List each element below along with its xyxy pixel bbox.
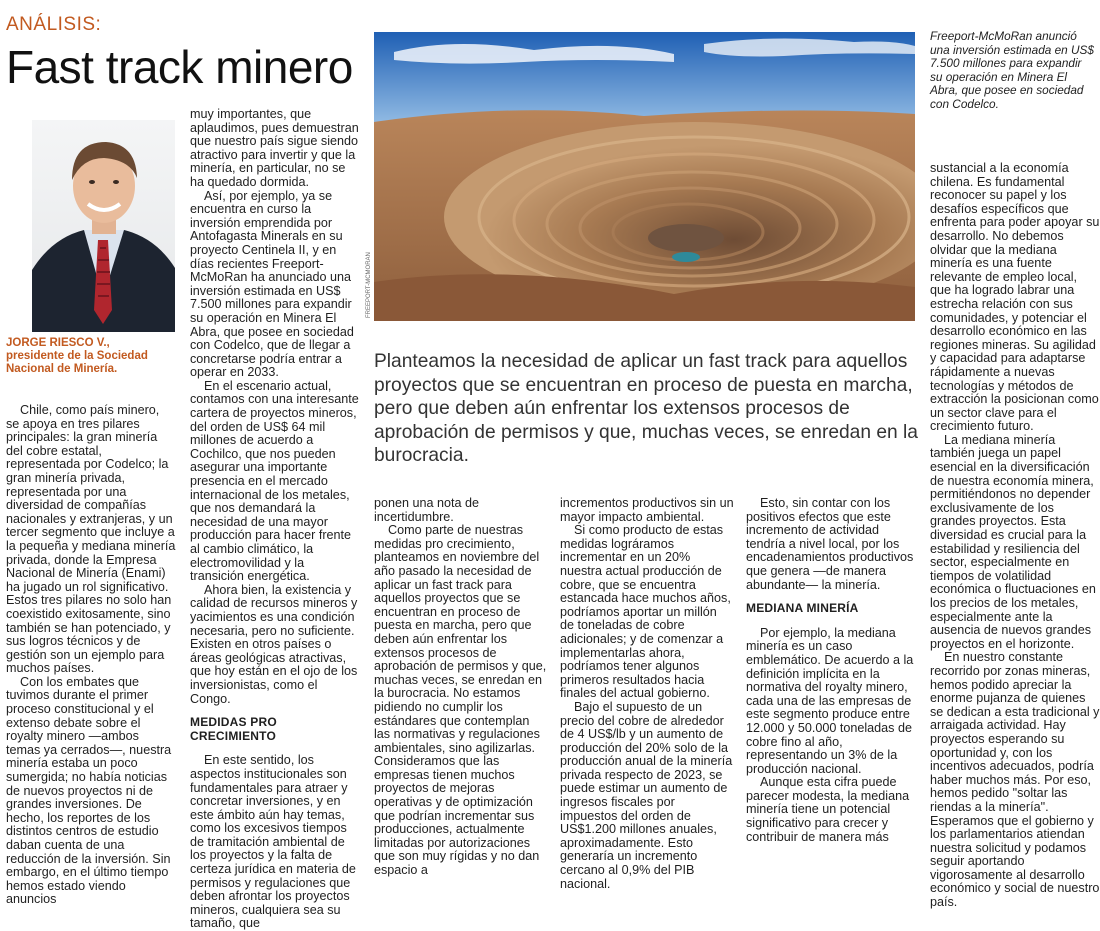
paragraph: Así, por ejemplo, ya se encuentra en curso la inversión emprendida por Antofagasta Minerals en su proyecto Centinela II, y en días recientes Freeport-McMoRan ha anunciado una inversión estimada en US$ 7.500 millones para expandir su operación en Minera El Abra, que posee en sociedad con Codelco, que de llegar a concretarse podría entrar a operar en 2033. [190,188,354,380]
author-photo [32,120,175,332]
paragraph: Por ejemplo, la mediana minería es un caso emblemático. De acuerdo a la definición implícita en la normativa del royalty minero, cada una de las empresas de este segmento produce entre 12.000 y 50.000 toneladas de cobre fino al año, representando un 3% de la producción nacional. [746,625,914,776]
paragraph: Aunque esta cifra puede parecer modesta, la mediana minería tiene un potencial significativo para crecer y contribuir de manera más [746,775,910,844]
paragraph: En el escenario actual, contamos con una interesante cartera de proyectos mineros, del orden de US$ 64 mil millones de acuerdo a Cochilco, que nos pueden asegurar una importante presencia en el mercado internacional de los metales, que nos demandará la necesidad de una mayor producción para hacer frente al cambio climático, la electromovilidad y la transición energética. [190,378,359,584]
paragraph: Esto, sin contar con los positivos efectos que este incremento de actividad tendría a nivel local, por los encadenamientos productivos que genera —de manera abundante— la minería. [746,496,914,592]
article-column-5 [746,497,918,844]
author-byline [6,337,176,376]
paragraph: Si como producto de estas medidas lográramos incrementar en un 20% nuestra actual producción de cobre, que se encuentra estancada hace muchos años, podríamos aportar un millón de toneladas de cobre adicionales; y de comenzar a implementarlas ahora, podríamos tener algunos primeros resultados hacia finales del actual gobierno. [560,523,731,701]
paragraph: En nuestro constante recorrido por zonas mineras, hemos podido apreciar la enorme pujanza de quienes se dedican a esta tradicional y arraigada actividad. Hay proyectos esperando su oportunidad y, con los incentivos adecuados, podría haber muchos más. Por eso, hemos pedido "soltar las riendas a la minería". Esperamos que el gobierno y los parlamentarios atiendan nuestra solicitud y podamos seguir aportando vigorosamente al desarrollo económico y social de nuestro país. [930,650,1100,910]
pull-quote: Planteamos la necesidad de aplicar un fast track para aquellos proyectos que se encuentran en proceso de puesta en marcha, pero que deben aún enfrentar los extensos procesos de aprobación de permisos y que, muchas veces, se enredan en la burocracia. [374,351,918,466]
paragraph: muy importantes, que aplaudimos, pues demuestran que nuestro país sigue siendo atractivo para invertir y que la minería, en particular, no se ha quedado dormida. [190,107,359,189]
paragraph: La mediana minería también juega un papel esencial en la diversificación de nuestra economía minera, permitiéndonos no depender exclusivamente de los grandes proyectos. Esta diversidad es crucial para la estabilidad y resiliencia del sector, especialmente en tiempos de volatilidad económica o fluctuaciones en los precios de los metales, especialmente ante la ausencia de nuevos grandes proyectos en el horizonte. [930,432,1096,651]
photo-credit: FREEPORT-MCMORAN [366,252,372,318]
paragraph: incrementos productivos sin un mayor impacto ambiental. [560,496,734,524]
paragraph: En este sentido, los aspectos institucionales son fundamentales para atraer y concretar inversiones, y en este ámbito aún hay temas, como los excesivos tiempos de tramitación ambiental de los proyectos y la falta de certeza jurídica en materia de permisos y regulaciones que deben afrontar los proyectos mineros, cualquiera sea su tamaño, que [190,753,356,931]
mine-photo [374,32,915,321]
section-heading: MEDIDAS PRO CRECIMIENTO [190,715,277,743]
article-column-2 [190,108,360,931]
photo-caption: Freeport-McMoRan anunció una inversión estimada en US$ 7.500 millones para expandir su operación en Minera El Abra, que posee en sociedad con Codelco. [930,29,1094,111]
section-kicker: ANÁLISIS: [6,14,102,35]
section-heading: MEDIANA MINERÍA [746,601,859,616]
paragraph: Bajo el supuesto de un precio del cobre de alrededor de 4 US$/lb y un aumento de producción del 20% solo de la producción anual de la minería privada respecto de 2023, se puede estimar un aumento de ingresos fiscales por impuestos del orden de US$1.200 millones anuales, aproximadamente. Esto generaría un incremento cercano al 0,9% del PIB nacional. [560,699,733,891]
paragraph: Como parte de nuestras medidas pro crecimiento, planteamos en noviembre del año pasado la necesidad de aplicar un fast track para aquellos proyectos que se encuentran en proceso de puesta en marcha, pero que deben aún enfrentar los extensos procesos de aprobación de permisos y que, muchas veces, se enredan en la burocracia. No estamos pidiendo no cumplir los estándares que contemplan las normativas y regulaciones ambientales, sino agilizarlas. Consideramos que las empresas tienen muchos proyectos de mejoras operativas y de optimización que podrían incrementar sus producciones, actualmente limitadas por autorizaciones que son muy rígidas y no dan espacio a [374,523,547,878]
paragraph: Ahora bien, la existencia y calidad de recursos mineros y yacimientos es una condición necesaria, pero no suficiente. Existen en otros países o áreas geológicas atractivas, que hoy están en el ojo de los inversionistas, como el Congo. [190,582,358,706]
paragraph: sustancial a la economía chilena. Es fundamental reconocer su papel y los desafíos específicos que enfrenta para poder apoyar su desarrollo. No debemos olvidar que la mediana minería es una fuente relevante de empleo local, que ha logrado labrar una estrecha relación con sus comunidades, y potenciar el desarrollo económico en las regiones mineras. Su agilidad y capacidad para adaptarse rápidamente a nuevas tecnologías y métodos de extracción la posicionan como un sector clave para el crecimiento futuro. [930,161,1100,434]
paragraph: Chile, como país minero, se apoya en tres pilares principales: la gran minería del cobre estatal, representada por Codelco; la gran minería privada, representada por una diversidad de compañías nacionales y extranjeras, y un tercer segmento que incluye a la pequeña y mediana minería privada, donde la Empresa Nacional de Minería (Enami) ha jugado un rol significativo. Estos tres pilares no solo han coexistido exitosamente, sino también se han potenciado, y sus logros técnicos y de gestión son un ejemplo para muchos países. [6,403,176,676]
article-column-3 [374,497,548,878]
author-name: JORGE RIESCO V., [6,337,110,349]
article-column-1 [6,404,176,907]
author-role: presidente de la Sociedad Nacional de Minería. [6,350,148,375]
article-column-6 [930,162,1100,910]
paragraph: Con los embates que tuvimos durante el primer proceso constitucional y el extenso debate sobre el royalty minero —ambos temas ya cerrados—, nuestra minería estaba un poco sumergida; no había noticias de nuevos proyectos ni de grandes inversiones. De hecho, los reportes de los distintos centros de estudio daban cuenta de una reducción de la inversión. Sin embargo, en el último tiempo hemos estado viendo anuncios [6,674,172,907]
headline: Fast track minero [6,41,353,93]
paragraph: ponen una nota de incertidumbre. [374,496,480,524]
article-column-4 [560,497,734,891]
